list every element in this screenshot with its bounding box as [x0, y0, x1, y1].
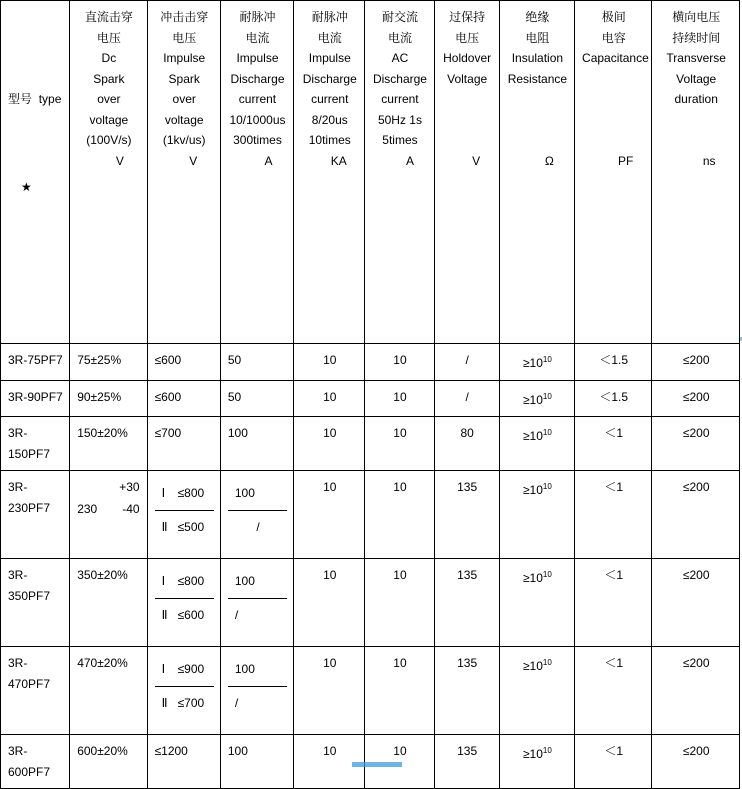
- cell-holdover-voltage: 135: [434, 647, 499, 735]
- header-model-type: [1, 1, 70, 344]
- cell-impulse-spark-over-voltage: [147, 471, 220, 559]
- cell-impulse-discharge-current: [220, 559, 293, 647]
- insulation-value: ≥10: [522, 571, 543, 585]
- table-row: [1, 471, 740, 559]
- insulation-exponent: 10: [542, 658, 552, 667]
- insulation-value: ≥10: [522, 747, 543, 761]
- insulation-value: ≥10: [522, 429, 543, 443]
- impulse-value-1: ≤900: [177, 662, 205, 676]
- cell-ac-discharge-current: 10: [365, 380, 434, 417]
- cell-impulse-discharge-current: 100: [220, 417, 293, 471]
- cell-ac-discharge-current: 10: [365, 417, 434, 471]
- cell-transverse-voltage-duration: ≤200: [652, 471, 740, 559]
- cell-ac-discharge-current: 10: [365, 735, 434, 789]
- cell-impulse-spark-over-voltage: ≤600: [147, 380, 220, 417]
- cell-impulse-spark-over-voltage: ≤1200: [147, 735, 220, 789]
- cell-impulse-8-20us: 10: [294, 647, 365, 735]
- header-transverse-voltage-duration: 横向电压 持续时间 Transverse Voltage duration ns: [652, 1, 740, 344]
- cell-model: 3R-230PF7: [1, 471, 70, 559]
- cell-impulse-8-20us: 10: [294, 344, 365, 381]
- cell-dc-spark-over-voltage: 75±25%: [70, 344, 147, 381]
- insulation-exponent: 10: [542, 570, 552, 579]
- cell-model: 3R-150PF7: [1, 417, 70, 471]
- horizontal-scrollbar[interactable]: [352, 762, 402, 767]
- impulse-value-2: ≤600: [177, 607, 205, 622]
- impulse-sub-row-1: [155, 565, 214, 598]
- cell-dc-spark-over-voltage: 150±20%: [70, 417, 147, 471]
- cell-insulation-resistance: [499, 344, 574, 381]
- insulation-exponent: 10: [542, 482, 552, 491]
- header-holdover-voltage: 过保持 电压 Holdover Voltage V: [434, 1, 499, 344]
- roman-numeral-1: Ⅰ: [161, 574, 166, 588]
- roman-numeral-2: Ⅱ: [161, 695, 168, 710]
- cell-capacitance: ＜1: [575, 735, 652, 789]
- impulse-value-1: ≤800: [177, 486, 205, 500]
- impulse-discharge-sub-2: /: [228, 598, 287, 632]
- cell-impulse-spark-over-voltage: ≤700: [147, 417, 220, 471]
- cell-impulse-8-20us: 10: [294, 559, 365, 647]
- impulse-value-1: ≤800: [177, 574, 205, 588]
- header-impulse-discharge-current-8-20us: 耐脉冲 电流 Impulse Discharge current 8/20us 10times KA: [294, 1, 365, 344]
- cell-insulation-resistance: [499, 647, 574, 735]
- header-ac-discharge-current: 耐交流 电流 AC Discharge current 50Hz 1s 5times A: [365, 1, 434, 344]
- table-row: [1, 417, 740, 471]
- insulation-exponent: 10: [542, 746, 552, 755]
- cell-holdover-voltage: /: [434, 344, 499, 381]
- cell-capacitance: ＜1: [575, 647, 652, 735]
- cell-transverse-voltage-duration: ≤200: [652, 735, 740, 789]
- cell-capacitance: ＜1.5: [575, 344, 652, 381]
- roman-numeral-2: Ⅱ: [161, 519, 168, 534]
- roman-numeral-1: Ⅰ: [161, 662, 166, 676]
- impulse-discharge-sub-1: 100: [234, 662, 255, 676]
- impulse-discharge-sub-2: /: [228, 510, 287, 544]
- cell-transverse-voltage-duration: ≤200: [652, 380, 740, 417]
- cell-ac-discharge-current: 10: [365, 559, 434, 647]
- cell-dc-spark-over-voltage: 600±20%: [70, 735, 147, 789]
- cell-insulation-resistance: [499, 559, 574, 647]
- cell-holdover-voltage: 135: [434, 735, 499, 789]
- table-row: [1, 344, 740, 381]
- cell-insulation-resistance: [499, 735, 574, 789]
- impulse-discharge-sub-1: 100: [234, 486, 255, 500]
- cell-impulse-spark-over-voltage: ≤600: [147, 344, 220, 381]
- cell-capacitance: ＜1.5: [575, 380, 652, 417]
- table-row: [1, 647, 740, 735]
- cell-impulse-spark-over-voltage: [147, 647, 220, 735]
- cell-impulse-8-20us: 10: [294, 380, 365, 417]
- cell-holdover-voltage: 135: [434, 559, 499, 647]
- table-row: [1, 559, 740, 647]
- cell-capacitance: ＜1: [575, 471, 652, 559]
- impulse-sub-row-2: [155, 598, 214, 632]
- impulse-value-2: ≤700: [177, 695, 205, 710]
- cell-ac-discharge-current: 10: [365, 647, 434, 735]
- cell-dc-spark-over-voltage: 90±25%: [70, 380, 147, 417]
- impulse-sub-row-1: [155, 653, 214, 686]
- cell-capacitance: ＜1: [575, 559, 652, 647]
- cell-holdover-voltage: /: [434, 380, 499, 417]
- star-icon: ★: [21, 180, 32, 194]
- dc-nominal: 230: [77, 502, 98, 516]
- insulation-exponent: 10: [542, 428, 552, 437]
- cell-holdover-voltage: 135: [434, 471, 499, 559]
- cell-model: 3R-470PF7: [1, 647, 70, 735]
- cell-insulation-resistance: [499, 471, 574, 559]
- impulse-sub-row-2: [155, 510, 214, 544]
- impulse-discharge-sub-1: 100: [234, 574, 255, 588]
- header-impulse-spark-over-voltage: 冲击击穿 电压 Impulse Spark over voltage (1kv/us) V: [147, 1, 220, 344]
- cell-impulse-discharge-current: [220, 471, 293, 559]
- impulse-discharge-sub-2: /: [228, 686, 287, 720]
- cell-impulse-8-20us: 10: [294, 417, 365, 471]
- cell-model: 3R-350PF7: [1, 559, 70, 647]
- roman-numeral-1: Ⅰ: [161, 486, 166, 500]
- cell-impulse-spark-over-voltage: [147, 559, 220, 647]
- table-row: [1, 380, 740, 417]
- insulation-value: ≥10: [522, 356, 543, 370]
- header-dc-spark-over-voltage: 直流击穿 电压 Dc Spark over voltage (100V/s) V: [70, 1, 147, 344]
- cell-impulse-8-20us: 10: [294, 471, 365, 559]
- cell-holdover-voltage: 80: [434, 417, 499, 471]
- insulation-value: ≥10: [522, 659, 543, 673]
- impulse-sub-row-1: [155, 477, 214, 510]
- insulation-value: ≥10: [522, 483, 543, 497]
- cell-model: 3R-75PF7: [1, 344, 70, 381]
- cell-ac-discharge-current: 10: [365, 471, 434, 559]
- cell-impulse-discharge-current: 100: [220, 735, 293, 789]
- cell-dc-spark-over-voltage: 470±20%: [70, 647, 147, 735]
- table-header-row: [1, 1, 740, 344]
- cell-impulse-discharge-current: 50: [220, 344, 293, 381]
- impulse-value-2: ≤500: [177, 519, 205, 534]
- cell-impulse-8-20us: 10: [294, 735, 365, 789]
- cell-dc-spark-over-voltage: [70, 471, 147, 559]
- cell-model: 3R-90PF7: [1, 380, 70, 417]
- cell-impulse-discharge-current: 50: [220, 380, 293, 417]
- header-capacitance: 极间 电容 Capacitance PF: [575, 1, 652, 344]
- insulation-exponent: 10: [542, 391, 552, 401]
- cell-transverse-voltage-duration: ≤200: [652, 344, 740, 381]
- cell-insulation-resistance: [499, 380, 574, 417]
- cell-dc-spark-over-voltage: 350±20%: [70, 559, 147, 647]
- dc-tolerance-minus: -40: [122, 502, 140, 516]
- header-model-type-label: 型号 type: [8, 92, 62, 106]
- cell-transverse-voltage-duration: ≤200: [652, 647, 740, 735]
- header-insulation-resistance: 绝缘 电阻 Insulation Resistance Ω: [499, 1, 574, 344]
- header-impulse-discharge-current-10-1000us: 耐脉冲 电流 Impulse Discharge current 10/1000us 300times A: [220, 1, 293, 344]
- cell-insulation-resistance: [499, 417, 574, 471]
- insulation-value: ≥10: [522, 392, 543, 407]
- cell-capacitance: ＜1: [575, 417, 652, 471]
- impulse-sub-row-2: [155, 686, 214, 720]
- insulation-exponent: 10: [542, 355, 552, 364]
- cell-ac-discharge-current: 10: [365, 344, 434, 381]
- cell-impulse-discharge-current: [220, 647, 293, 735]
- cell-transverse-voltage-duration: ≤200: [652, 559, 740, 647]
- dc-tolerance-plus: +30: [119, 480, 140, 494]
- cell-model: 3R-600PF7: [1, 735, 70, 789]
- roman-numeral-2: Ⅱ: [161, 607, 168, 622]
- cell-transverse-voltage-duration: ≤200: [652, 417, 740, 471]
